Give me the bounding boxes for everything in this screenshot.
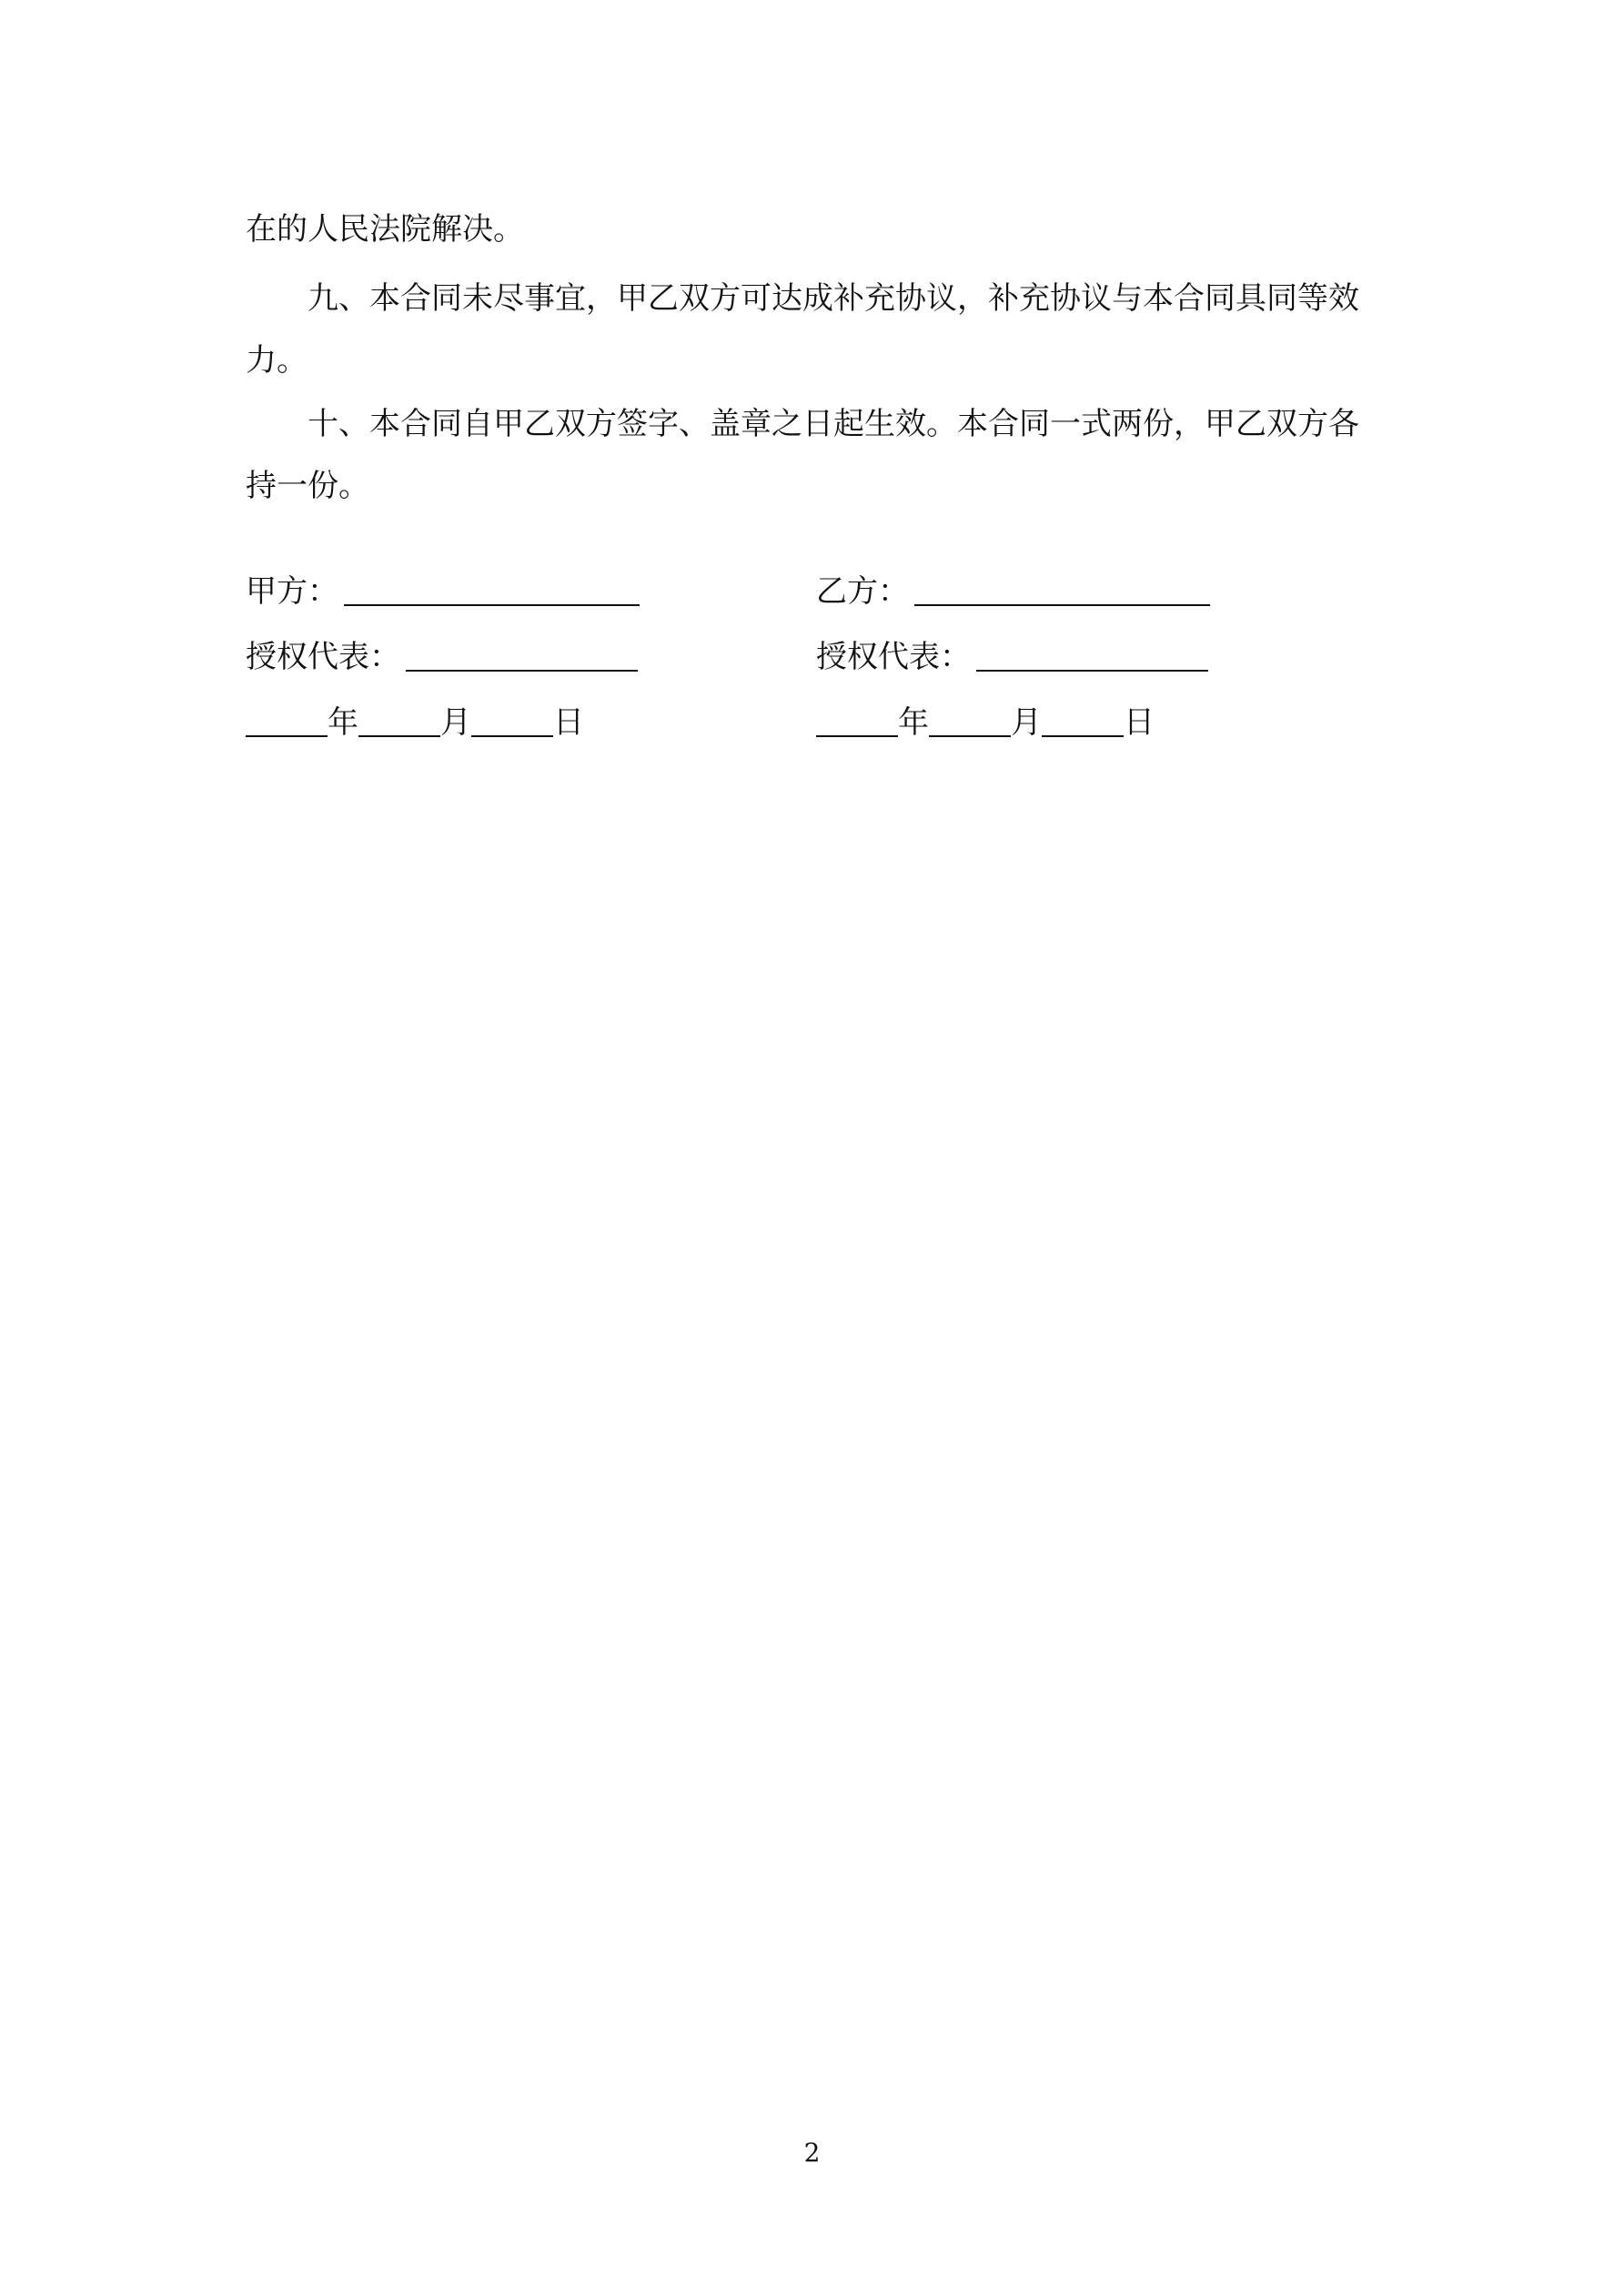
party-a-signature-line [246, 571, 640, 612]
party-b-representative-blank [976, 639, 1208, 672]
party-b-date-line [816, 703, 1155, 743]
party-b-month-blank [929, 704, 1011, 737]
party-a-representative-line [246, 637, 638, 677]
party-a-date-line [246, 703, 584, 743]
party-a-representative-label: 授权代表： [246, 639, 400, 675]
party-b-day-blank [1042, 704, 1124, 737]
party-a-year-blank [246, 704, 328, 737]
party-a-label: 甲方： [246, 573, 338, 610]
paragraph-continuation [246, 198, 1383, 260]
party-a-day-label: 日 [553, 704, 584, 741]
clause-ten-text: 十、本合同自甲乙双方签字、盖章之日起生效。本合同一式两份，甲乙双方各持一份。 [246, 406, 1359, 504]
party-b-month-label: 月 [1011, 704, 1042, 741]
party-a-representative-blank [406, 639, 638, 672]
party-b-representative-label: 授权代表： [816, 639, 971, 675]
party-b-year-blank [816, 704, 898, 737]
clause-nine-text: 九、本合同未尽事宜，甲乙双方可达成补充协议，补充协议与本合同具同等效力。 [246, 280, 1359, 379]
party-b-label: 乙方： [816, 573, 909, 610]
clause-nine [246, 268, 1383, 391]
party-a-month-blank [358, 704, 440, 737]
party-b-representative-line [816, 637, 1208, 677]
page-number: 2 [803, 2138, 821, 2168]
party-b-day-label: 日 [1124, 704, 1155, 741]
party-b-year-label: 年 [898, 704, 929, 741]
party-b-blank [914, 573, 1210, 606]
party-a-year-label: 年 [328, 704, 358, 741]
clause-ten [246, 393, 1383, 517]
party-a-day-blank [471, 704, 553, 737]
party-a-blank [344, 573, 640, 606]
party-b-signature-line [816, 571, 1210, 612]
party-a-month-label: 月 [440, 704, 471, 741]
continuation-text: 在的人民法院解决。 [246, 211, 524, 248]
